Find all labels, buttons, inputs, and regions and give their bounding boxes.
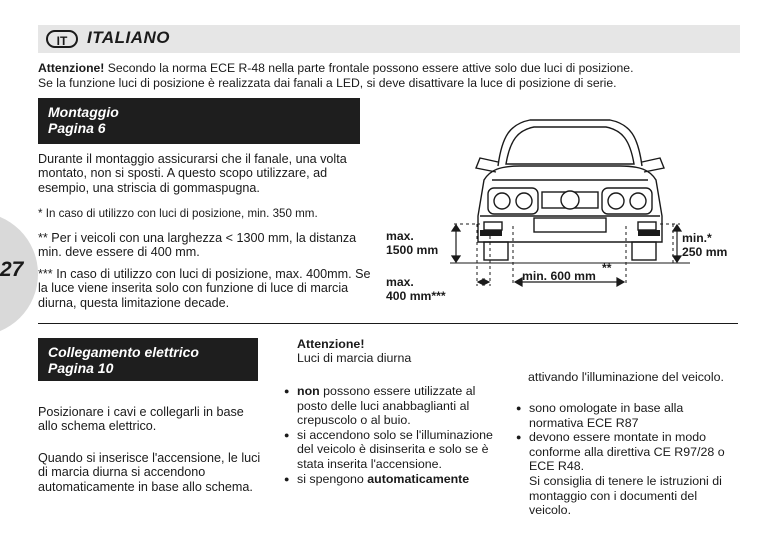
max-height-label-line2: 1500 mm [386, 243, 439, 257]
list-item-bold: non [297, 384, 320, 398]
montaggio-page-ref: Pagina 6 [48, 120, 106, 136]
collegamento-page-ref: Pagina 10 [48, 360, 114, 376]
list-item-text: possono essere utilizzate al posto delle luci anabbaglianti al crepuscolo o al buio. [297, 384, 476, 428]
car-front-outline [476, 120, 664, 260]
intro-line-2: Se la funzione luci di posizione è realizzata dai fanali a LED, si deve disattivare la luce di posizione di serie. [38, 76, 617, 90]
collegamento-title: Collegamento elettrico [48, 344, 199, 360]
left-drl-lamp [480, 230, 502, 236]
list-item-extra: Si consiglia di tenere le istruzioni di montaggio con i documenti del veicolo. [529, 473, 722, 518]
list-item-text: sono omologate in base alla normativa ECE R87 [529, 401, 684, 430]
page-number: 27 [0, 258, 24, 281]
list-item [516, 401, 731, 430]
footnote-single-star: * In caso di utilizzo con luci di posizione, min. 350 mm. [38, 207, 318, 220]
language-title: ITALIANO [87, 28, 171, 47]
attention-list-column-2 [516, 401, 731, 518]
list-item [284, 384, 504, 428]
right-drl-lamp [638, 230, 660, 236]
footnote-double-star: ** Per i veicoli con una larghezza < 1300 mm, la distanza min. deve essere di 400 mm. [38, 231, 357, 260]
list-item-text: devono essere montate in modo conforme alla direttiva CE R97/28 o ECE R48. [529, 430, 725, 474]
montaggio-title: Montaggio [48, 104, 119, 120]
attention-list-column-1 [284, 384, 504, 486]
list-item-text: si accendono solo se l'illuminazione del veicolo è disinserita e solo se è stata inserita l'accensione. [297, 427, 493, 471]
list-item [516, 430, 731, 474]
min-spacing-footnote-mark: ** [602, 261, 612, 275]
language-code-badge: IT [46, 30, 78, 48]
attention-heading: Attenzione! [297, 337, 365, 351]
intro-warning [38, 61, 748, 91]
min-spacing-label: min. 600 mm [522, 269, 596, 283]
attention-list-continuation: attivando l'illuminazione del veicolo. [528, 370, 724, 384]
max-side-label-line2: 400 mm*** [386, 289, 446, 303]
max-height-label-line1: max. [386, 229, 414, 243]
min-height-label-line1: min.* [682, 231, 712, 245]
section-divider [38, 323, 738, 324]
list-item [284, 472, 504, 487]
collegamento-paragraph-2: Quando si inserisce l'accensione, le luci di marcia diurna si accendono automaticamente in base allo schema. [38, 451, 261, 494]
intro-line-1: Secondo la norma ECE R-48 nella parte frontale possono essere attive solo due luci di posizione. [104, 61, 634, 75]
footnote-triple-star: *** In caso di utilizzo con luci di posizione, max. 400mm. Se la luce viene inserita solo con funzione di luce di marcia diurna, questa limitazione decade. [38, 267, 371, 310]
min-height-label-line2: 250 mm [682, 245, 728, 259]
car-mounting-diagram [380, 96, 740, 320]
collegamento-paragraph-1: Posizionare i cavi e collegarli in base allo schema elettrico. [38, 405, 244, 434]
list-item-text: si spengono [297, 471, 368, 486]
collegamento-section-header [38, 338, 258, 381]
intro-warning-label: Attenzione! [38, 61, 105, 75]
list-item-bold: automaticamente [367, 471, 470, 486]
attention-subtitle: Luci di marcia diurna [297, 351, 412, 365]
max-side-label-line1: max. [386, 275, 414, 289]
list-item [284, 428, 504, 472]
montaggio-section-header [38, 98, 360, 144]
montaggio-paragraph: Durante il montaggio assicurarsi che il fanale, una volta montato, non si sposti. A questo scopo utilizzare, ad esempio, una striscia di gommaspugna. [38, 152, 347, 195]
